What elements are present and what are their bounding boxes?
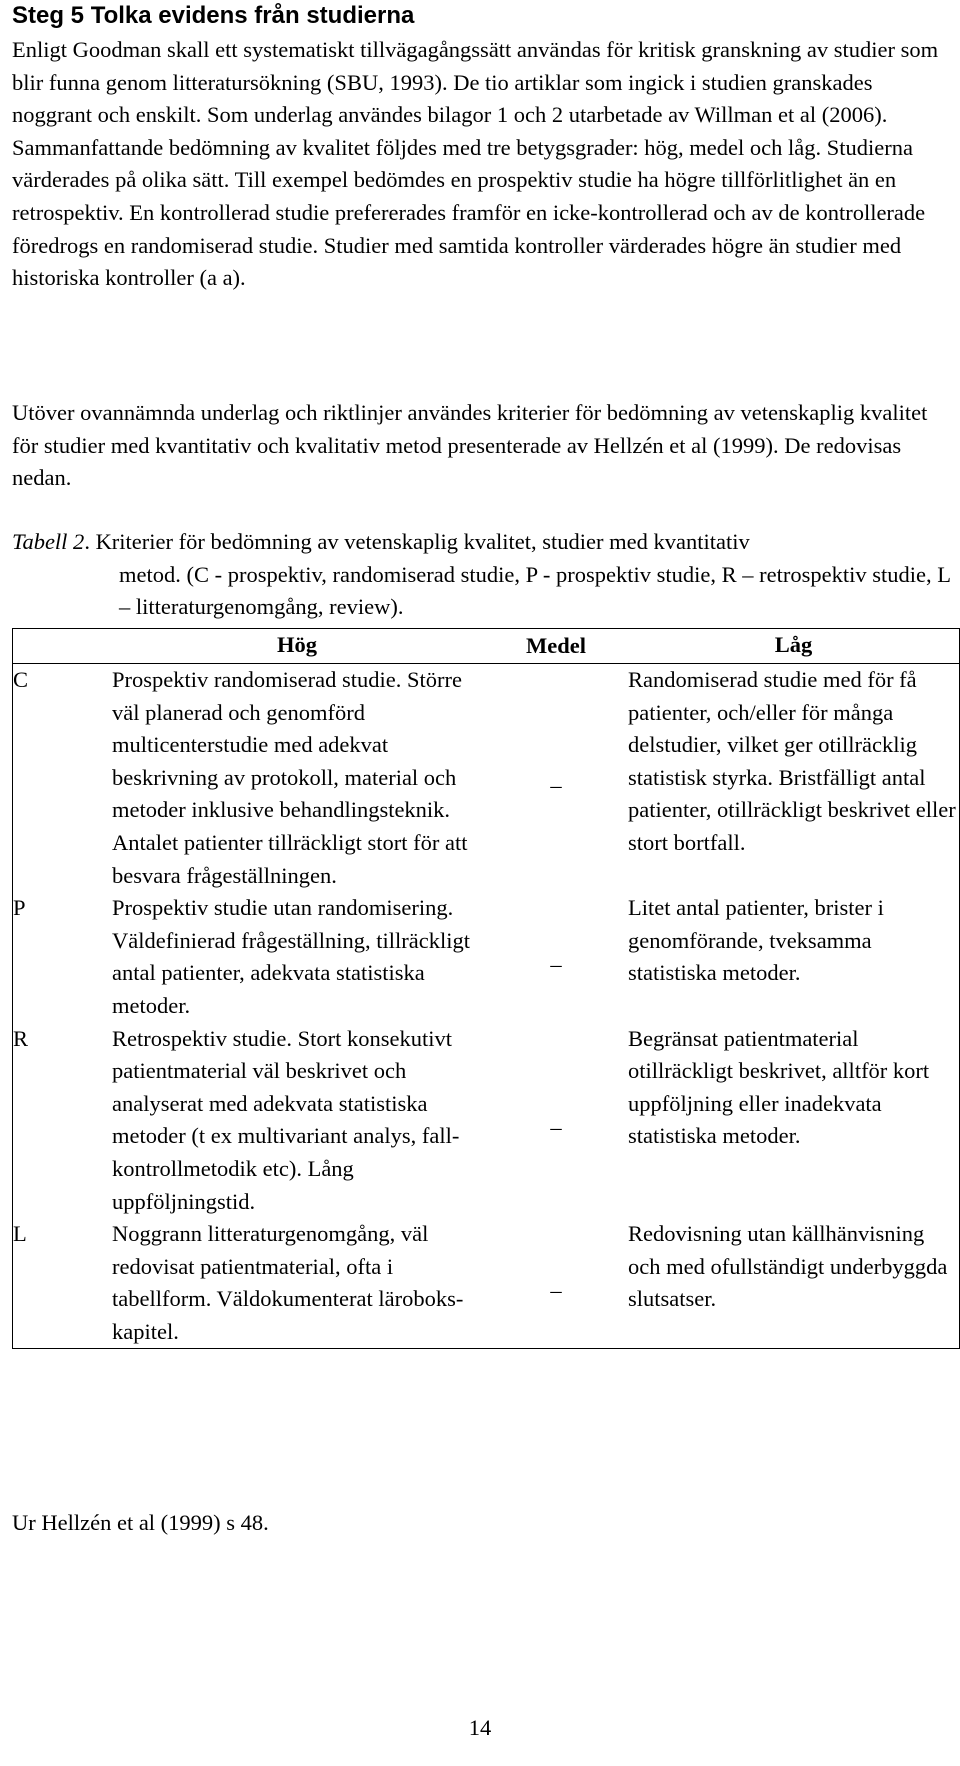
row-low-criteria: Begränsat patientmaterial otillräckligt beskrivet, alltför kort uppföljning eller inadekvata statistiska metoder. — [622, 1023, 960, 1219]
row-key: R — [13, 1023, 113, 1219]
header-medium: Medel — [490, 629, 622, 664]
table-caption-text-rest: metod. (C - prospektiv, randomiserad studie, P - prospektiv studie, R – retrospektiv studie, L – litteraturgenomgång, review). — [119, 561, 951, 620]
table-header-row — [13, 629, 960, 664]
row-low-criteria: Redovisning utan källhänvisning och med ofullständigt underbyggda slutsatser. — [622, 1218, 960, 1349]
section-heading: Steg 5 Tolka evidens från studierna — [12, 2, 415, 29]
row-medium-criteria: _ — [550, 764, 562, 790]
row-medium-criteria: _ — [550, 944, 562, 970]
table-caption — [12, 526, 952, 624]
header-high: Hög — [112, 629, 490, 664]
table-row — [13, 664, 960, 893]
table-row — [13, 1023, 960, 1219]
row-key: C — [13, 664, 113, 893]
row-high-criteria: Retrospektiv studie. Stort konsekutivt patientmaterial väl beskrivet och analyserat med adekvata statistiska metoder (t ex multivariant analys, fall-kontrollmetodik etc). Lång uppföljningstid. — [112, 1025, 460, 1214]
table-source-note: Ur Hellzén et al (1999) s 48. — [12, 1510, 269, 1535]
row-high-criteria: Prospektiv studie utan randomisering. Väldefinierad frågeställning, tillräckligt antal patienter, adekvata statistiska metoder. — [112, 895, 470, 1018]
row-medium-criteria: _ — [490, 1218, 622, 1349]
row-key: P — [13, 892, 113, 1022]
paragraph-method: Enligt Goodman skall ett systematiskt tillvägagångssätt användas för kritisk granskning av studier som blir funna genom litteratursökning (SBU, 1993). De tio artiklar som ingick i studien granskades noggrant och enskilt. Som underlag användes bilagor 1 och 2 utarbetade av Willman et al (2006). Sammanfattande bedömning av kvalitet följdes med tre betygsgrader: hög, medel och låg. Studierna värderades på olika sätt. Till exempel bedömdes en prospektiv studie ha högre tillförlitlighet än en retrospektiv. En kontrollerad studie prefererades framför en icke-kontrollerad och av de kontrollerade föredrogs en randomiserad studie. Studier med samtida kontroller värderades högre än studier med historiska kontroller (a a). — [12, 37, 939, 291]
table-caption-label: Tabell 2 — [12, 529, 85, 554]
row-medium-criteria: _ — [550, 1107, 562, 1133]
page-number: 14 — [468, 1715, 492, 1740]
table-caption-text-first: . Kriterier för bedömning av vetenskaplig kvalitet, studier med kvantitativ — [84, 529, 750, 554]
criteria-table — [12, 628, 960, 1349]
table-row — [13, 892, 960, 1022]
header-low: Låg — [622, 629, 960, 664]
row-low-criteria: Randomiserad studie med för få patienter, och/eller för många delstudier, vilket ger otillräcklig statistisk styrka. Bristfälligt antal patienter, otillräckligt beskrivet eller stort bortfall. — [622, 664, 960, 893]
row-high-criteria: Noggrann litteraturgenomgång, väl redovisat patientmaterial, ofta i tabellform. Väldokumenterat läroboks-kapitel. — [112, 1218, 490, 1349]
row-key: L — [13, 1218, 113, 1349]
paragraph-criteria: Utöver ovannämnda underlag och riktlinjer användes kriterier för bedömning av vetenskaplig kvalitet för studier med kvantitativ och kvalitativ metod presenterade av Hellzén et al (1999). De redovisas nedan. — [12, 400, 928, 491]
header-key — [13, 629, 113, 664]
row-high-criteria: Prospektiv randomiserad studie. Större väl planerad och genomförd multicenterstudie med adekvat beskrivning av protokoll, material och metoder inklusive behandlingsteknik. Antalet patienter tillräckligt stort för att besvara frågeställningen. — [112, 667, 468, 888]
row-low-criteria: Litet antal patienter, brister i genomförande, tveksamma statistiska metoder. — [622, 892, 960, 1022]
table-row — [13, 1218, 960, 1349]
